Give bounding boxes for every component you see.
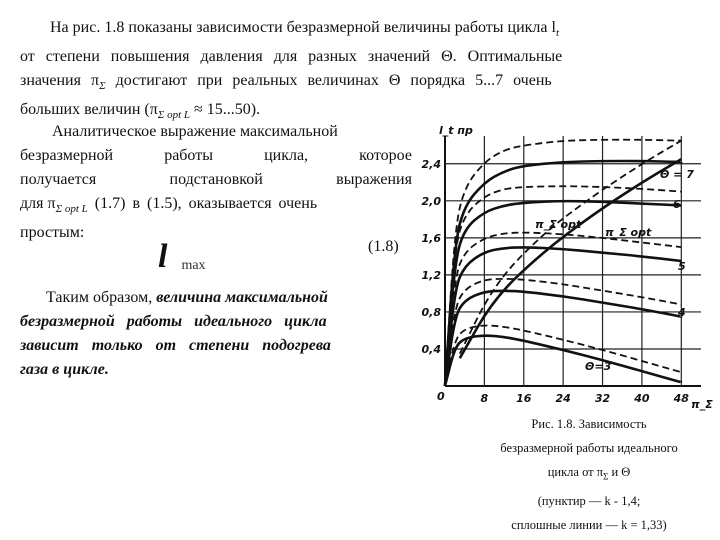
label-theta-7: Θ = 7 <box>660 168 694 181</box>
paragraph-conclusion-line-3: зависит только от степени подогрева <box>20 337 331 354</box>
word: работы <box>164 147 213 164</box>
label-pi-opt-1: π_Σ opt <box>535 218 582 231</box>
caption-line-3: цикла от $\pi_\Sigma$ и Θ <box>547 465 631 482</box>
series-line-dashed <box>460 141 682 354</box>
label-theta-5: 5 <box>678 260 686 273</box>
formula-1-8 <box>158 238 206 276</box>
y-tick-label: 0,4 <box>421 342 441 356</box>
x-tick-label: 40 <box>634 392 650 405</box>
formula-subscript: max <box>181 258 206 273</box>
word: которое <box>359 147 412 164</box>
y-tick-label: 2,4 <box>421 157 441 171</box>
word: безразмерной <box>20 147 114 164</box>
word: получается <box>20 171 97 188</box>
paragraph-conclusion-line-4: газа в цикле. <box>20 361 109 378</box>
x-origin-label: 0 <box>437 390 445 403</box>
x-tick-label: 48 <box>673 392 689 405</box>
y-tick-label: 1,6 <box>421 231 441 245</box>
caption-line-2: безразмерной работы идеального <box>500 441 678 455</box>
paragraph-analytic-line-3 <box>20 168 412 192</box>
paragraph-intro <box>20 16 696 128</box>
paragraph-intro-line-3: значения $\pi_\Sigma$ достигают при реальных величинах Θ порядка 5...7 очень <box>20 72 552 93</box>
x-tick-label: 24 <box>555 392 571 405</box>
paragraph-intro-line-1: На рис. 1.8 показаны зависимости безразмерной величины работы цикла $l_t$ <box>50 19 560 40</box>
y-tick-label: 2,0 <box>421 194 441 208</box>
x-tick-label: 32 <box>594 392 611 405</box>
formula-symbol: l <box>158 238 168 275</box>
caption-line-5: сплошные линии — k = 1,33) <box>511 517 667 532</box>
chart-ticks <box>422 158 690 405</box>
word: подстановкой <box>169 171 263 188</box>
paragraph-intro-line-4: больших величин $(\pi_{\Sigma opt L} \approx 15...50)$. <box>20 101 261 122</box>
label-theta-6: 6 <box>673 198 681 211</box>
paragraph-conclusion-line-1: Таким образом, величина максимальной <box>46 289 328 306</box>
work-vs-pressure-chart <box>415 118 720 420</box>
y-tick-label: 0,8 <box>421 305 441 319</box>
paragraph-analytic-line-4: для $\pi_{\Sigma opt L}$ (1.7) в (1.5), оказывается очень <box>20 195 318 216</box>
paragraph-analytic <box>20 120 412 245</box>
caption-line-1: Рис. 1.8. Зависимость <box>531 417 647 431</box>
word: выражения <box>336 171 412 188</box>
paragraph-conclusion-line-2: безразмерной работы идеального цикла <box>20 313 327 330</box>
label-theta-3: Θ=3 <box>585 360 612 373</box>
caption-line-4: (пунктир — k - 1,4; <box>537 493 641 508</box>
label-pi-opt-2: π_Σ opt <box>605 226 652 239</box>
x-tick-label: 16 <box>516 392 532 405</box>
label-theta-4: 4 <box>678 306 686 319</box>
x-axis-label: π_Σ <box>691 398 713 411</box>
figure-caption <box>460 412 718 537</box>
paragraph-analytic-line-5: простым: <box>20 224 85 242</box>
paragraph-conclusion <box>20 286 412 382</box>
formula-number: (1.8) <box>368 238 399 255</box>
paragraph-intro-line-2: от степени повышения давления для разных значений Θ. Оптимальные <box>20 48 563 66</box>
x-tick-label: 8 <box>480 392 489 405</box>
paragraph-analytic-line-2 <box>20 144 412 168</box>
word: цикла, <box>264 147 309 164</box>
y-axis-label: l_t пр <box>439 124 473 137</box>
paragraph-analytic-line-1: Аналитическое выражение максимальной <box>52 123 338 140</box>
y-tick-label: 1,2 <box>421 268 441 282</box>
